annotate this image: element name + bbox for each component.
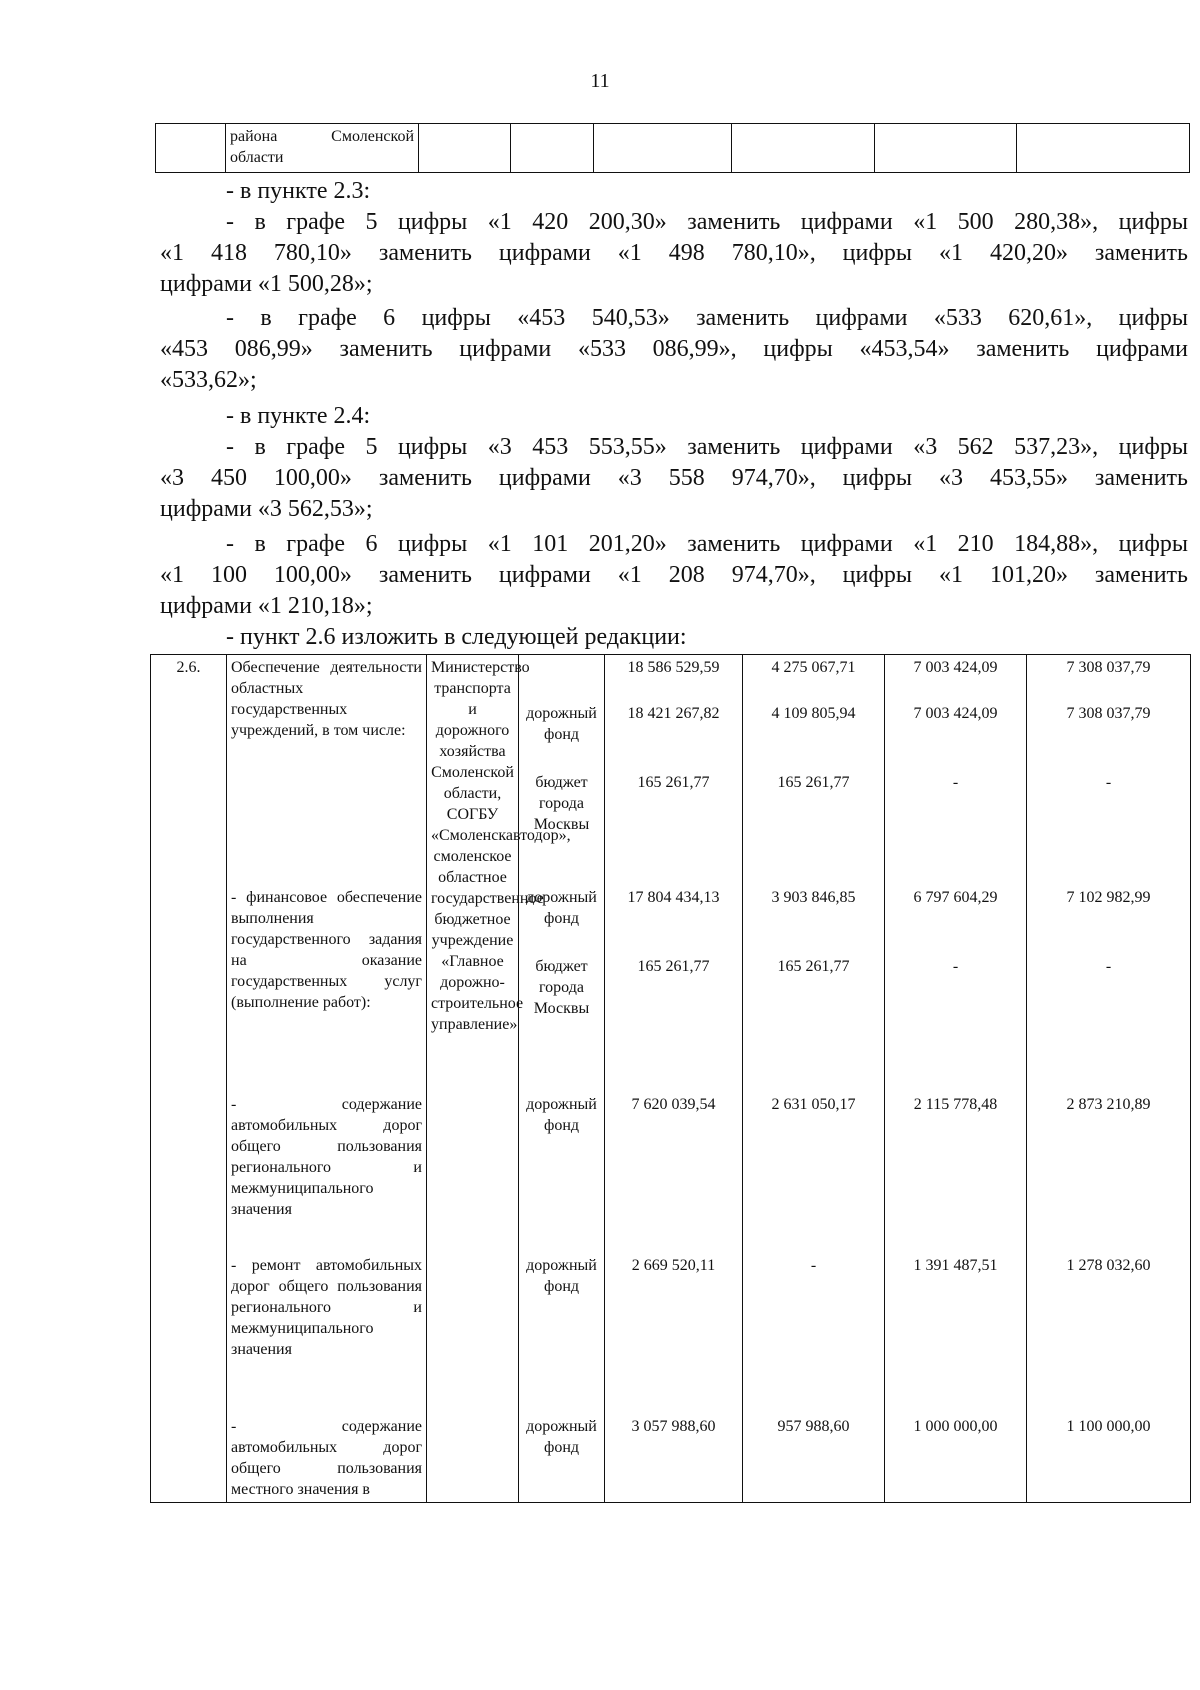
- value: 17 804 434,13: [627, 889, 720, 906]
- text-line: - в пункте 2.3:: [226, 178, 371, 204]
- row-name: Обеспечение деятельности областных государственных учреждений, в том числе:: [231, 659, 422, 739]
- value: -: [952, 958, 959, 975]
- value: 2 631 050,17: [771, 1096, 856, 1113]
- value: 18 421 267,82: [627, 705, 720, 722]
- table-cell-col8-year3: [1027, 655, 1191, 1503]
- value: 165 261,77: [777, 958, 850, 975]
- value: 1 278 032,60: [1066, 1257, 1151, 1274]
- source-label: дорожный фонд: [526, 889, 597, 927]
- source-label: бюджет города Москвы: [533, 958, 590, 1017]
- row-name: - финансовое обеспечение выполнения государственного задания на оказание государственных услуг (выполнение работ):: [231, 889, 422, 1011]
- text-line: - в графе 6 цифры «1 101 201,20» заменить цифрами «1 210 184,88», цифры: [226, 531, 1188, 557]
- value: 7 003 424,09: [913, 659, 998, 676]
- table-cell-col6-year1: [743, 655, 885, 1503]
- value: 1 391 487,51: [913, 1257, 998, 1274]
- source-label: дорожный фонд: [526, 1096, 597, 1134]
- executor-text: Министерство транспорта и дорожного хозяйства Смоленской области, СОГБУ «Смоленскавтодор», смоленское областное государственное бюджетное учреждение «Главное дорожно-строительное управление»: [431, 659, 571, 1033]
- text-line: - в графе 5 цифры «1 420 200,30» заменить цифрами «1 500 280,38», цифры: [226, 209, 1188, 235]
- value: 3 903 846,85: [771, 889, 856, 906]
- table-row: [151, 655, 1191, 1503]
- value: 3 057 988,60: [631, 1418, 716, 1435]
- value: 4 275 067,71: [771, 659, 856, 676]
- value: 4 109 805,94: [771, 705, 856, 722]
- text-line: «3 450 100,00» заменить цифрами «3 558 974,70», цифры «3 453,55» заменить: [160, 465, 1188, 491]
- text-line: цифрами «1 210,18»;: [160, 593, 373, 619]
- source-label: дорожный фонд: [526, 1257, 597, 1295]
- value: 7 308 037,79: [1066, 659, 1151, 676]
- value: 7 003 424,09: [913, 705, 998, 722]
- text-line: - в графе 6 цифры «453 540,53» заменить цифрами «533 620,61», цифры: [226, 305, 1188, 331]
- row-name: - содержание автомобильных дорог общего пользования регионального и межмуниципального значения: [231, 1096, 422, 1218]
- table-cell-col5-total: [605, 655, 743, 1503]
- text-line: цифрами «3 562,53»;: [160, 496, 373, 522]
- table-cell-name: района Смоленской области: [226, 124, 419, 173]
- value: 7 102 982,99: [1066, 889, 1151, 906]
- source-label: дорожный фонд: [526, 1418, 597, 1456]
- value: 6 797 604,29: [913, 889, 998, 906]
- value: -: [810, 1257, 817, 1274]
- paragraph-2-3-col5: [160, 207, 1188, 300]
- table-cell-col7-year2: [885, 655, 1027, 1503]
- value: 18 586 529,59: [627, 659, 720, 676]
- page-number: 11: [590, 70, 610, 92]
- row-name: - содержание автомобильных дорог общего пользования местного значения в: [231, 1418, 422, 1498]
- paragraph-2-4-col6: [160, 529, 1188, 622]
- text-line: «1 418 780,10» заменить цифрами «1 498 780,10», цифры «1 420,20» заменить: [160, 240, 1188, 266]
- paragraph-2-4-col5: [160, 432, 1188, 525]
- value: 165 261,77: [637, 774, 710, 791]
- table-cell: [511, 124, 594, 173]
- source-label: дорожный фонд: [526, 705, 597, 743]
- value: -: [952, 774, 959, 791]
- table-cell: [594, 124, 732, 173]
- value: 2 669 520,11: [631, 1257, 716, 1274]
- table-cell: [1017, 124, 1190, 173]
- table-cell: [156, 124, 226, 173]
- table-cell-sources: [519, 655, 605, 1503]
- table-row: [156, 124, 1190, 173]
- source-label: бюджет города Москвы: [533, 774, 590, 833]
- paragraph-item-2-4: [160, 401, 1188, 432]
- text-line: «453 086,99» заменить цифрами «533 086,99», цифры «453,54» заменить цифрами: [160, 336, 1188, 362]
- text-line: цифрами «1 500,28»;: [160, 271, 373, 297]
- value: 165 261,77: [637, 958, 710, 975]
- table-cell-row-number: 2.6.: [151, 655, 227, 1503]
- value: 1 000 000,00: [913, 1418, 998, 1435]
- table-item-2-6: [150, 654, 1191, 1503]
- value: 957 988,60: [777, 1418, 850, 1435]
- value: 7 308 037,79: [1066, 705, 1151, 722]
- value: 165 261,77: [777, 774, 850, 791]
- paragraph-item-2-6-intro: [160, 622, 1188, 653]
- value: 1 100 000,00: [1066, 1418, 1151, 1435]
- paragraph-2-3-col6: [160, 303, 1188, 396]
- value: 2 115 778,48: [913, 1096, 998, 1113]
- text-line: «533,62»;: [160, 367, 257, 393]
- table-cell: [419, 124, 511, 173]
- text-line: «1 100 100,00» заменить цифрами «1 208 974,70», цифры «1 101,20» заменить: [160, 562, 1188, 588]
- paragraph-item-2-3: [160, 176, 1188, 207]
- table-cell-names: [227, 655, 427, 1503]
- value: -: [1105, 958, 1112, 975]
- value: 2 873 210,89: [1066, 1096, 1151, 1113]
- value: -: [1105, 774, 1112, 791]
- table-cell: [875, 124, 1017, 173]
- row-name: - ремонт автомобильных дорог общего пользования регионального и межмуниципального значения: [231, 1257, 422, 1358]
- table-cell: [732, 124, 875, 173]
- table-continuation-row: [155, 123, 1190, 173]
- text-line: - в графе 5 цифры «3 453 553,55» заменить цифрами «3 562 537,23», цифры: [226, 434, 1188, 460]
- text-line: - пункт 2.6 изложить в следующей редакции:: [226, 624, 687, 650]
- text-line: - в пункте 2.4:: [226, 403, 371, 429]
- value: 7 620 039,54: [631, 1096, 716, 1113]
